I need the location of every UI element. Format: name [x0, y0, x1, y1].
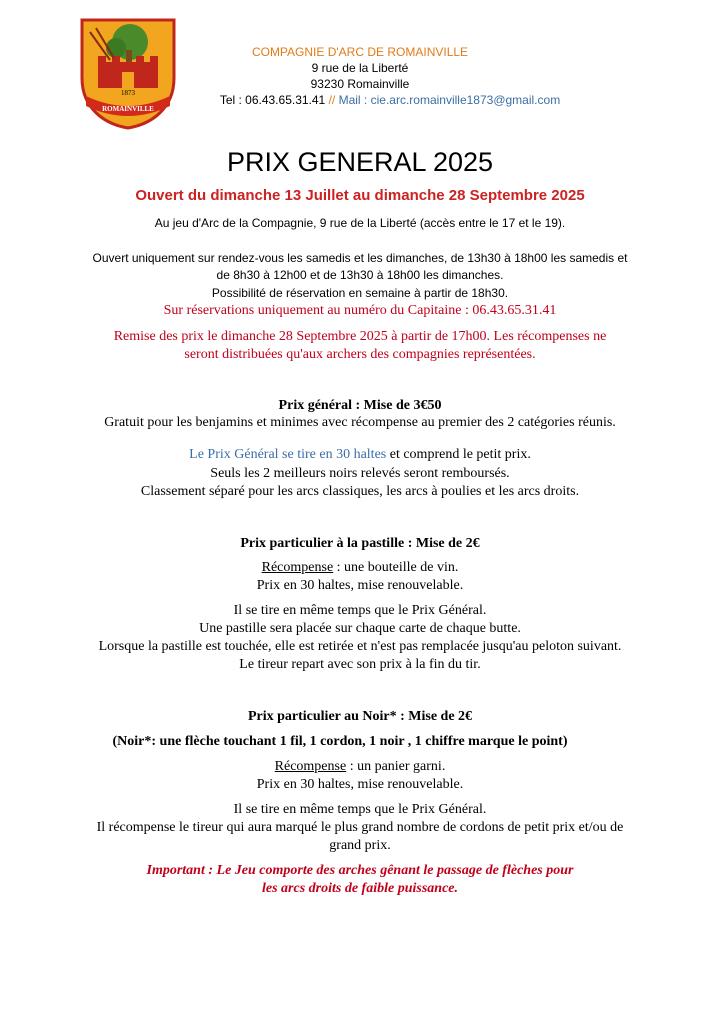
pastille-rec-text: : une bouteille de vin.: [333, 560, 459, 575]
important-line-1: Important : Le Jeu comporte des arches gênant le passage de flèches pour: [146, 863, 574, 878]
pastille-line-4: Une pastille sera placée sur chaque carte de chaque butte.: [199, 621, 521, 636]
pastille-line-6: Le tireur repart avec son prix à la fin du tir.: [239, 657, 481, 672]
prix-general-line-4: Classement séparé pour les arcs classiques, les arcs à poulies et les arcs droits.: [140, 484, 580, 499]
prix-general-line-2-rest: et comprend le petit prix.: [386, 447, 531, 462]
company-logo: [76, 16, 180, 130]
noir-line-2: Prix en 30 haltes, mise renouvelable.: [256, 777, 464, 792]
remise-line-1: Remise des prix le dimanche 28 Septembre 2025 à partir de 17h00. Les récompenses ne: [113, 329, 607, 344]
logo-year: 1873: [121, 89, 135, 97]
prix-general-haltes: Le Prix Général se tire en 30 haltes: [189, 447, 387, 462]
prix-general-line-1: Gratuit pour les benjamins et minimes avec récompense au premier des 2 catégories réunis.: [104, 415, 616, 430]
page-title: PRIX GENERAL 2025: [226, 147, 494, 177]
company-name: COMPAGNIE D'ARC DE ROMAINVILLE: [251, 45, 469, 59]
separator: //: [328, 93, 336, 107]
pastille-heading: Prix particulier à la pastille : Mise de 2€: [240, 536, 480, 551]
hours-line-1: Ouvert uniquement sur rendez-vous les samedis et les dimanches, de 13h30 à 18h00 les samedis et: [92, 251, 628, 265]
noir-rec-text: : un panier garni.: [346, 759, 446, 774]
noir-recompense: [0, 758, 720, 776]
noir-note: (Noir*: une flèche touchant 1 fil, 1 cordon, 1 noir , 1 chiffre marque le point): [112, 734, 568, 749]
hours-line-2: de 8h30 à 12h00 et de 13h30 à 18h00 les dimanches.: [216, 268, 504, 282]
pastille-line-3: Il se tire en même temps que le Prix Général.: [233, 603, 487, 618]
pastille-line-5: Lorsque la pastille est touchée, elle est retirée et n'est pas remplacée jusqu'au peloton suivant.: [98, 639, 622, 654]
prix-general-line-3: Seuls les 2 meilleurs noirs relevés seront remboursés.: [210, 466, 510, 481]
prix-general-heading: Prix général : Mise de 3€50: [278, 398, 442, 413]
logo-name: ROMAINVILLE: [102, 105, 154, 113]
contact-line: [150, 92, 630, 108]
prix-general-line-2: [0, 446, 720, 464]
pastille-rec-label: Récompense: [261, 560, 334, 575]
address-line-1: 9 rue de la Liberté: [311, 61, 409, 75]
noir-rec-label: Récompense: [274, 759, 347, 774]
pastille-recompense: [0, 559, 720, 577]
noir-line-3: Il se tire en même temps que le Prix Général.: [233, 802, 487, 817]
subtitle: Ouvert du dimanche 13 Juillet au dimanche 28 Septembre 2025: [135, 187, 585, 204]
important-line-2: les arcs droits de faible puissance.: [262, 881, 458, 896]
pastille-line-2: Prix en 30 haltes, mise renouvelable.: [256, 578, 464, 593]
phone-text: Tel : 06.43.65.31.41: [219, 93, 326, 107]
noir-heading: Prix particulier au Noir* : Mise de 2€: [247, 709, 473, 724]
noir-line-4: Il récompense le tireur qui aura marqué le plus grand nombre de cordons de petit prix et/ou de: [96, 820, 624, 835]
hours-line-3: Possibilité de réservation en semaine à partir de 18h30.: [211, 286, 509, 300]
address-line-2: 93230 Romainville: [310, 77, 410, 91]
noir-line-5: grand prix.: [329, 838, 391, 853]
location-text: Au jeu d'Arc de la Compagnie, 9 rue de la Liberté (accès entre le 17 et le 19).: [154, 216, 566, 230]
reservation-text: Sur réservations uniquement au numéro du Capitaine : 06.43.65.31.41: [163, 303, 557, 318]
remise-line-2: seront distribuées qu'aux archers des compagnies représentées.: [184, 347, 536, 362]
mail-text[interactable]: Mail : cie.arc.romainville1873@gmail.com: [338, 93, 561, 107]
